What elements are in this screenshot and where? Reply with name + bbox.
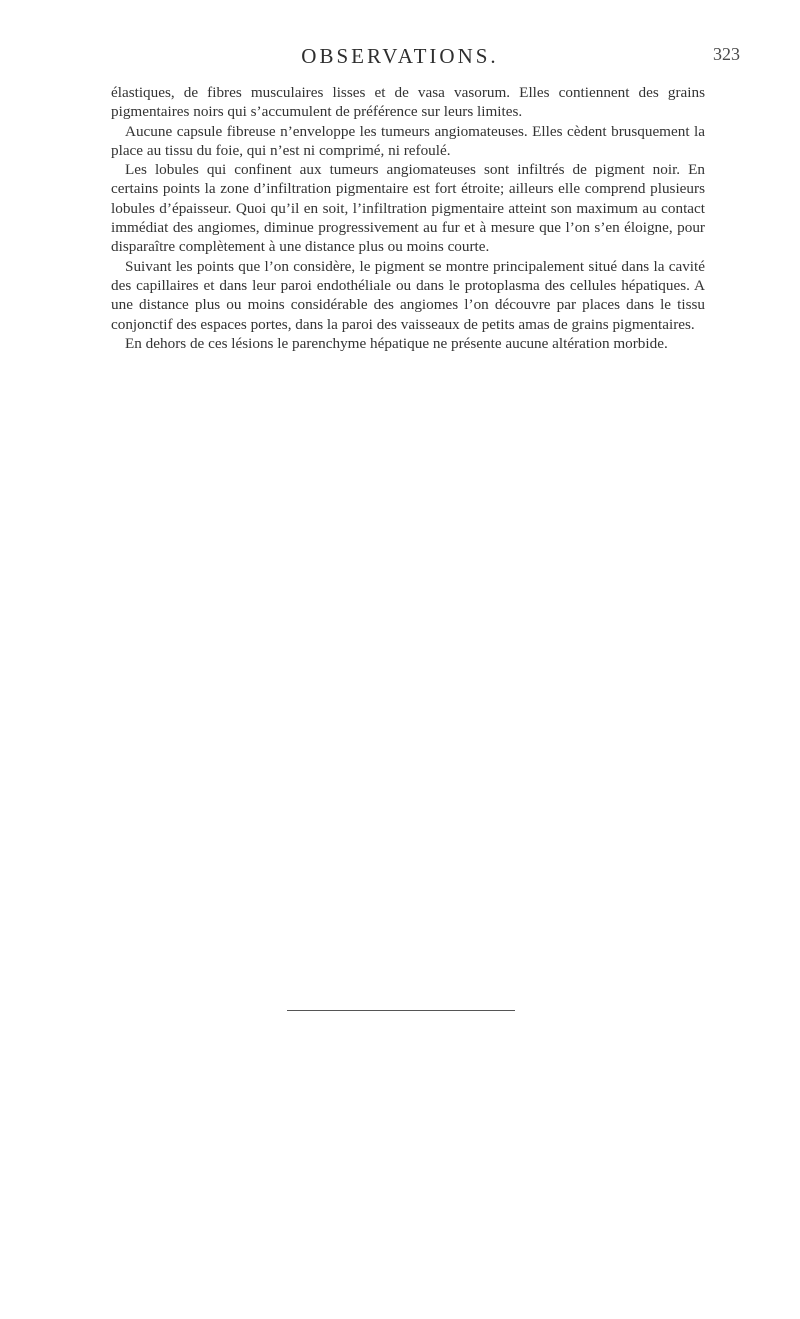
running-title: OBSERVATIONS. [301, 44, 499, 68]
paragraph: Suivant les points que l’on considère, le pigment se montre principalement situé dans la cavité des capillaires et dans leur paroi endothéliale ou dans le protoplasma des cellules hépatiques. A une distance plus ou moins considérable des angiomes l’on découvre par places dans le tissu conjonctif des espaces portes, dans la paroi des vaisseaux de petits amas de grains pigmentaires. [111, 257, 705, 333]
paragraph: Aucune capsule fibreuse n’enveloppe les tumeurs angiomateuses. Elles cèdent brusquement la place au tissu du foie, qui n’est ni comprimé, ni refoulé. [111, 122, 705, 159]
paragraph: En dehors de ces lésions le parenchyme hépatique ne présente aucune altération morbide. [125, 334, 668, 352]
page-number: 323 [713, 44, 740, 64]
paragraph: Les lobules qui confinent aux tumeurs angiomateuses sont infiltrés de pigment noir. En certains points la zone d’infiltration pigmentaire est fort étroite; ailleurs elle comprend plusieurs lobules d’épaisseur. Quoi qu’il en soit, l’infiltration pigmentaire atteint son maximum au contact immédiat des angiomes, diminue progressivement au fur et à mesure que l’on s’en éloigne, pour disparaître complètement à une distance plus ou moins courte. [111, 161, 705, 256]
section-divider-rule [287, 1010, 515, 1011]
running-head [0, 44, 800, 74]
paragraph-continued: élastiques, de fibres musculaires lisses et de vasa vasorum. Elles contiennent des grains pigmentaires noirs qui s’accumulent de préférence sur leurs limites. [111, 84, 705, 121]
body-text [111, 83, 705, 353]
